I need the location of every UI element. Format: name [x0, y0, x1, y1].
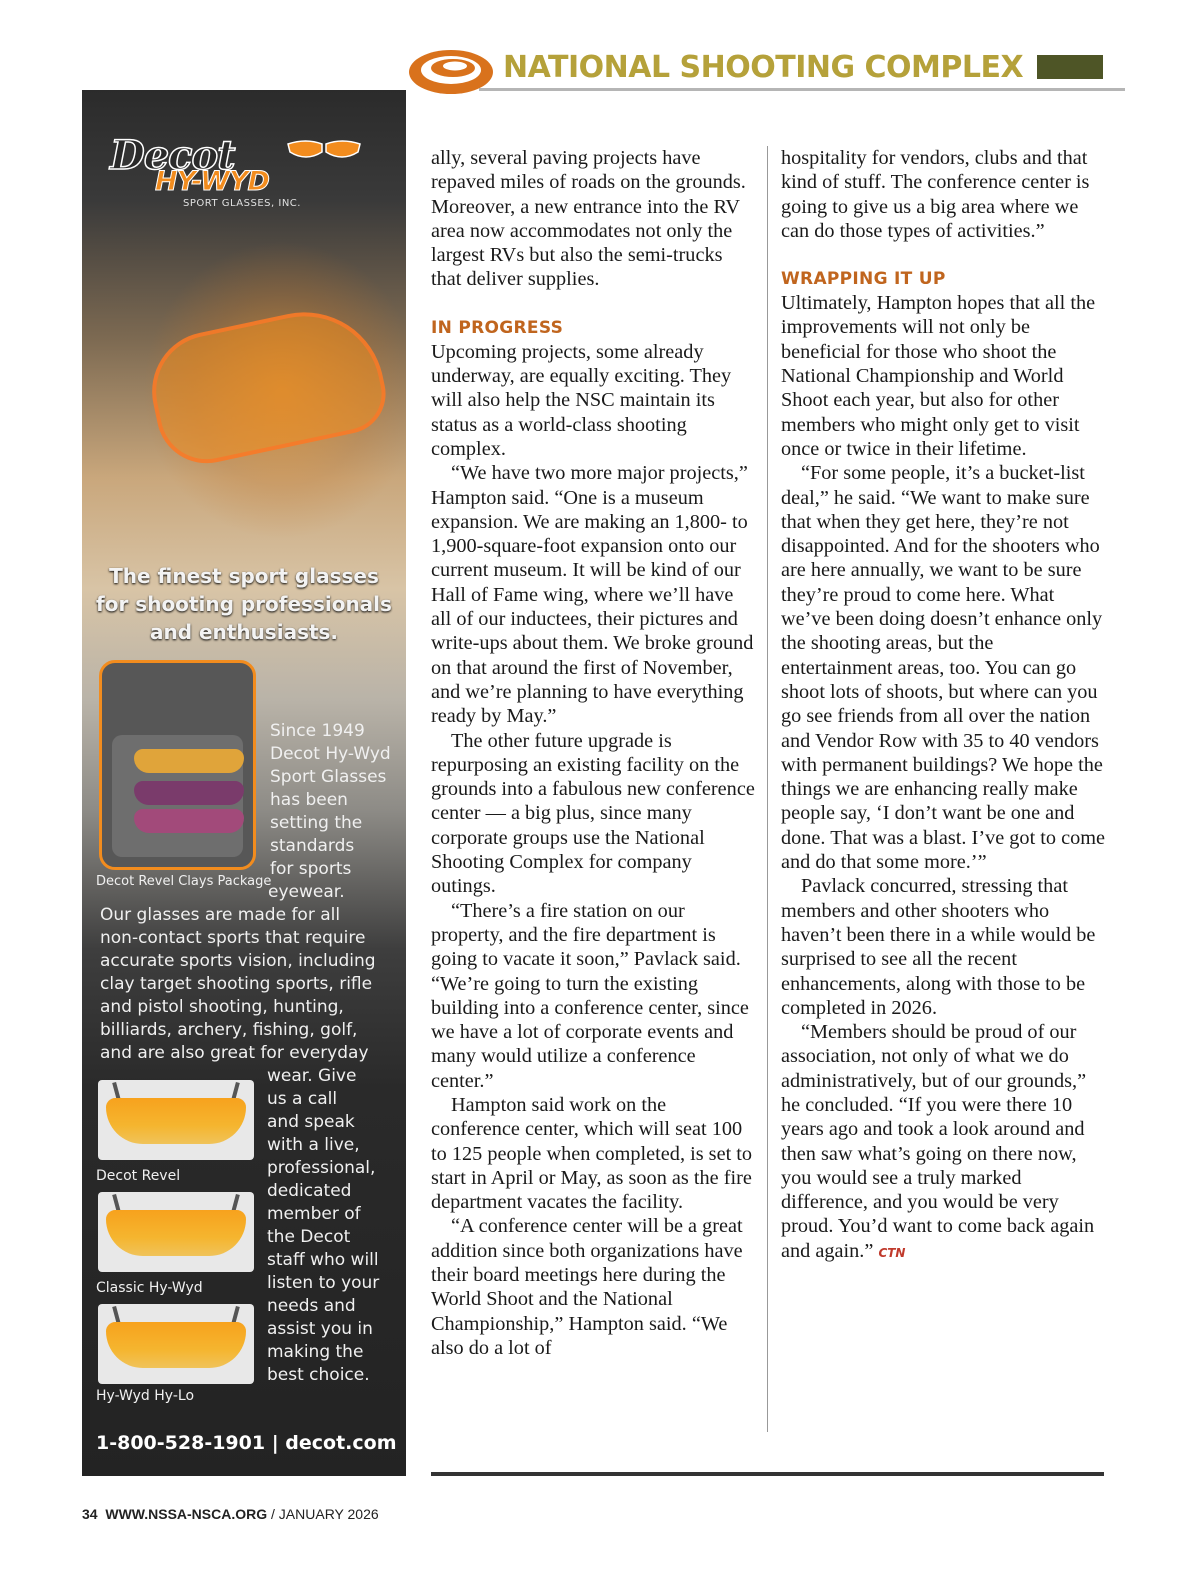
ad-brand-main: HY-WYD	[155, 166, 269, 197]
page-footer	[82, 1506, 379, 1522]
end-mark: CTN	[878, 1245, 906, 1260]
page-number: 34	[82, 1506, 98, 1522]
ad-separator: |	[271, 1432, 279, 1454]
subhead: WRAPPING IT UP	[781, 269, 946, 290]
paragraph-text: “We have two more major projects,” Hampton said. “One is a museum expansion. We are making an 1,800- to 1,900-square-foot expansion onto our current museum. It will be kind of our Hall of Fame wing, where we’ll have all of our inductees, their pictures and write-ups about them. We broke ground on that around the first of November, and we’re planning to have everything ready by May.”	[431, 462, 754, 728]
article-paragraph	[781, 291, 1107, 461]
ad-since-line: for sports	[270, 859, 352, 879]
ad-body2-line: best choice.	[267, 1365, 370, 1385]
case-lens-amber	[134, 749, 244, 773]
ad-tagline-line: for shooting professionals	[96, 592, 392, 616]
paragraph-text: “Members should be proud of our association, not only of what we do administratively, but of our grounds,” he concluded. “If you were there 10 years ago and took a look around and then saw what’s going on there now, you would see a truly marked difference, and you would be very proud. You’d want to come back again and again.”	[781, 1021, 1095, 1262]
ad-since-line: eyewear.	[268, 882, 345, 902]
ad-phone[interactable]: 1-800-528-1901	[96, 1432, 266, 1454]
ad-body-line: and pistol shooting, hunting,	[100, 997, 344, 1017]
glasses-case-image	[99, 660, 256, 870]
case-lens-purple	[134, 781, 244, 805]
article-paragraph	[431, 1093, 757, 1214]
decot-advertisement[interactable]	[82, 90, 406, 1476]
article-paragraph	[431, 729, 757, 899]
article-paragraph	[431, 461, 757, 728]
ad-body2-line: needs and	[267, 1296, 356, 1316]
article-paragraph	[431, 899, 757, 1093]
ad-body2-line: and speak	[267, 1112, 355, 1132]
glasses-case-interior	[112, 735, 243, 857]
paragraph-text: hospitality for vendors, clubs and that kind of stuff. The conference center is going to give us a big area where we can do those types of activities.”	[781, 147, 1090, 242]
paragraph-text: Pavlack concurred, stressing that members and other shooters who haven’t been there in a while would be surprised to see all the recent enhancements, along with those to be completed in 2026.	[781, 875, 1096, 1019]
ad-body2-line: listen to your	[267, 1273, 380, 1293]
article-column-left	[431, 146, 757, 1360]
section-header	[405, 38, 1125, 98]
article-column-right	[781, 146, 1107, 1265]
subhead: IN PROGRESS	[431, 317, 564, 338]
column-divider	[767, 146, 768, 1432]
glasses-label: Hy-Wyd Hy-Lo	[96, 1388, 195, 1404]
case-lens-rose	[134, 809, 244, 833]
paragraph-text: Ultimately, Hampton hopes that all the improvements will not only be beneficial for those who shoot the National Championship and World Shoot each year, but also for other members who might only get to visit once or twice in their lifetime.	[781, 292, 1096, 460]
article-paragraph	[431, 1214, 757, 1360]
ad-body-line: accurate sports vision, including	[100, 951, 376, 971]
ad-body2-line: assist you in	[267, 1319, 373, 1339]
ad-body-line: clay target shooting sports, rifle	[100, 974, 373, 994]
glasses-icon	[286, 138, 362, 162]
glasses-label: Decot Revel	[96, 1168, 181, 1184]
ad-body-text	[100, 904, 400, 1065]
article-paragraph	[781, 874, 1107, 1020]
article-paragraph	[431, 146, 757, 292]
section-title: NATIONAL SHOOTING COMPLEX	[503, 50, 1024, 85]
ad-body-line: billiards, archery, fishing, golf,	[100, 1020, 358, 1040]
ad-since-line: has been	[270, 790, 348, 810]
ad-tagline	[82, 562, 406, 646]
ad-body-continued	[267, 1065, 379, 1387]
ad-since-line: Decot Hy-Wyd	[270, 744, 391, 764]
ad-website-link[interactable]: decot.com	[285, 1432, 397, 1454]
bottom-rule	[431, 1472, 1104, 1476]
ad-since-text	[270, 720, 391, 904]
ad-body2-line: staff who will	[267, 1250, 379, 1270]
footer-website-link[interactable]: WWW.NSSA-NSCA.ORG	[105, 1506, 268, 1522]
article-paragraph	[431, 340, 757, 461]
ad-body2-line: member of	[267, 1204, 361, 1224]
ad-body2-line: dedicated	[267, 1181, 352, 1201]
article-paragraph	[781, 1020, 1107, 1265]
issue-date: JANUARY 2026	[278, 1506, 379, 1522]
paragraph-text: “For some people, it’s a bucket-list deal,” he said. “We want to make sure that when they get here, they’re not disappointed. And for the shooters who are here annually, we want to be sure they’re proud to come here. What we’ve been doing doesn’t enhance only the shooting areas, but the entertainment areas, too. You can go shoot lots of shoots, but where can you go see friends from all over the nation and Vendor Row with 35 to 40 vendors with permanent buildings? We hope the things we are enhancing really make people say, ‘I don’t want be one and done. That was a blast. I’ve got to come and do that some more.’”	[781, 462, 1106, 874]
header-accent-block	[1037, 55, 1103, 79]
ad-body2-line: the Decot	[267, 1227, 351, 1247]
ad-body2-line: making the	[267, 1342, 364, 1362]
ad-body2-line: wear. Give	[267, 1066, 357, 1086]
article-paragraph	[781, 461, 1107, 874]
paragraph-text: ally, several paving projects have repaved miles of roads on the grounds. Moreover, a new entrance into the RV area now accommodates not only the largest RVs but also the semi-trucks that deliver supplies.	[431, 147, 746, 291]
glasses-label: Classic Hy-Wyd	[96, 1280, 203, 1296]
glasses-image-revel	[98, 1080, 254, 1160]
ad-body2-line: professional,	[267, 1158, 376, 1178]
ad-body-line: non-contact sports that require	[100, 928, 366, 948]
paragraph-text: “A conference center will be a great addition since both organizations have their board meetings here during the World Shoot and the National Championship,” Hampton said. “We also do a lot of	[431, 1215, 743, 1359]
ad-since-line: standards	[270, 836, 355, 856]
ad-brand-logo	[110, 132, 360, 212]
ad-body2-line: us a call	[267, 1089, 338, 1109]
paragraph-text: Upcoming projects, some already underway, are equally exciting. They will also help the NSC maintain its status as a world-class shooting complex.	[431, 340, 732, 460]
glasses-image-hy-lo	[98, 1304, 254, 1384]
ad-body2-line: with a live,	[267, 1135, 360, 1155]
ad-since-line: Sport Glasses	[270, 767, 387, 787]
case-label: Decot Revel Clays Package	[96, 874, 272, 889]
ad-body-line: and are also great for everyday	[100, 1043, 369, 1063]
ad-since-line: setting the	[270, 813, 363, 833]
paragraph-text: The other future upgrade is repurposing an existing facility on the grounds into a fabulous new conference center — a big plus, since many corporate groups use the National Shooting Complex for company outings.	[431, 729, 755, 898]
paragraph-text: “There’s a fire station on our property, and the fire department is going to vacate it soon,” Pavlack said. “We’re going to turn the existing building into a conference center, since we have a lot of corporate events and many would utilize a conference center.”	[431, 899, 749, 1092]
ad-tagline-line: The finest sport glasses	[109, 564, 379, 588]
ad-brand-sub: SPORT GLASSES, INC.	[183, 198, 301, 209]
ad-brand-script: Decot	[110, 132, 235, 179]
ad-contact[interactable]	[96, 1432, 397, 1454]
header-rule	[479, 88, 1125, 91]
article-paragraph	[781, 146, 1107, 243]
ad-since-line: Since 1949	[270, 721, 365, 741]
ad-body-line: Our glasses are made for all	[100, 905, 341, 925]
glasses-image-classic	[98, 1192, 254, 1272]
ad-tagline-line: and enthusiasts.	[149, 620, 339, 644]
footer-separator: /	[267, 1506, 279, 1522]
paragraph-text: Hampton said work on the conference center, which will seat 100 to 125 people when completed, is set to start in April or May, as soon as the fire department vacates the facility.	[431, 1093, 753, 1214]
